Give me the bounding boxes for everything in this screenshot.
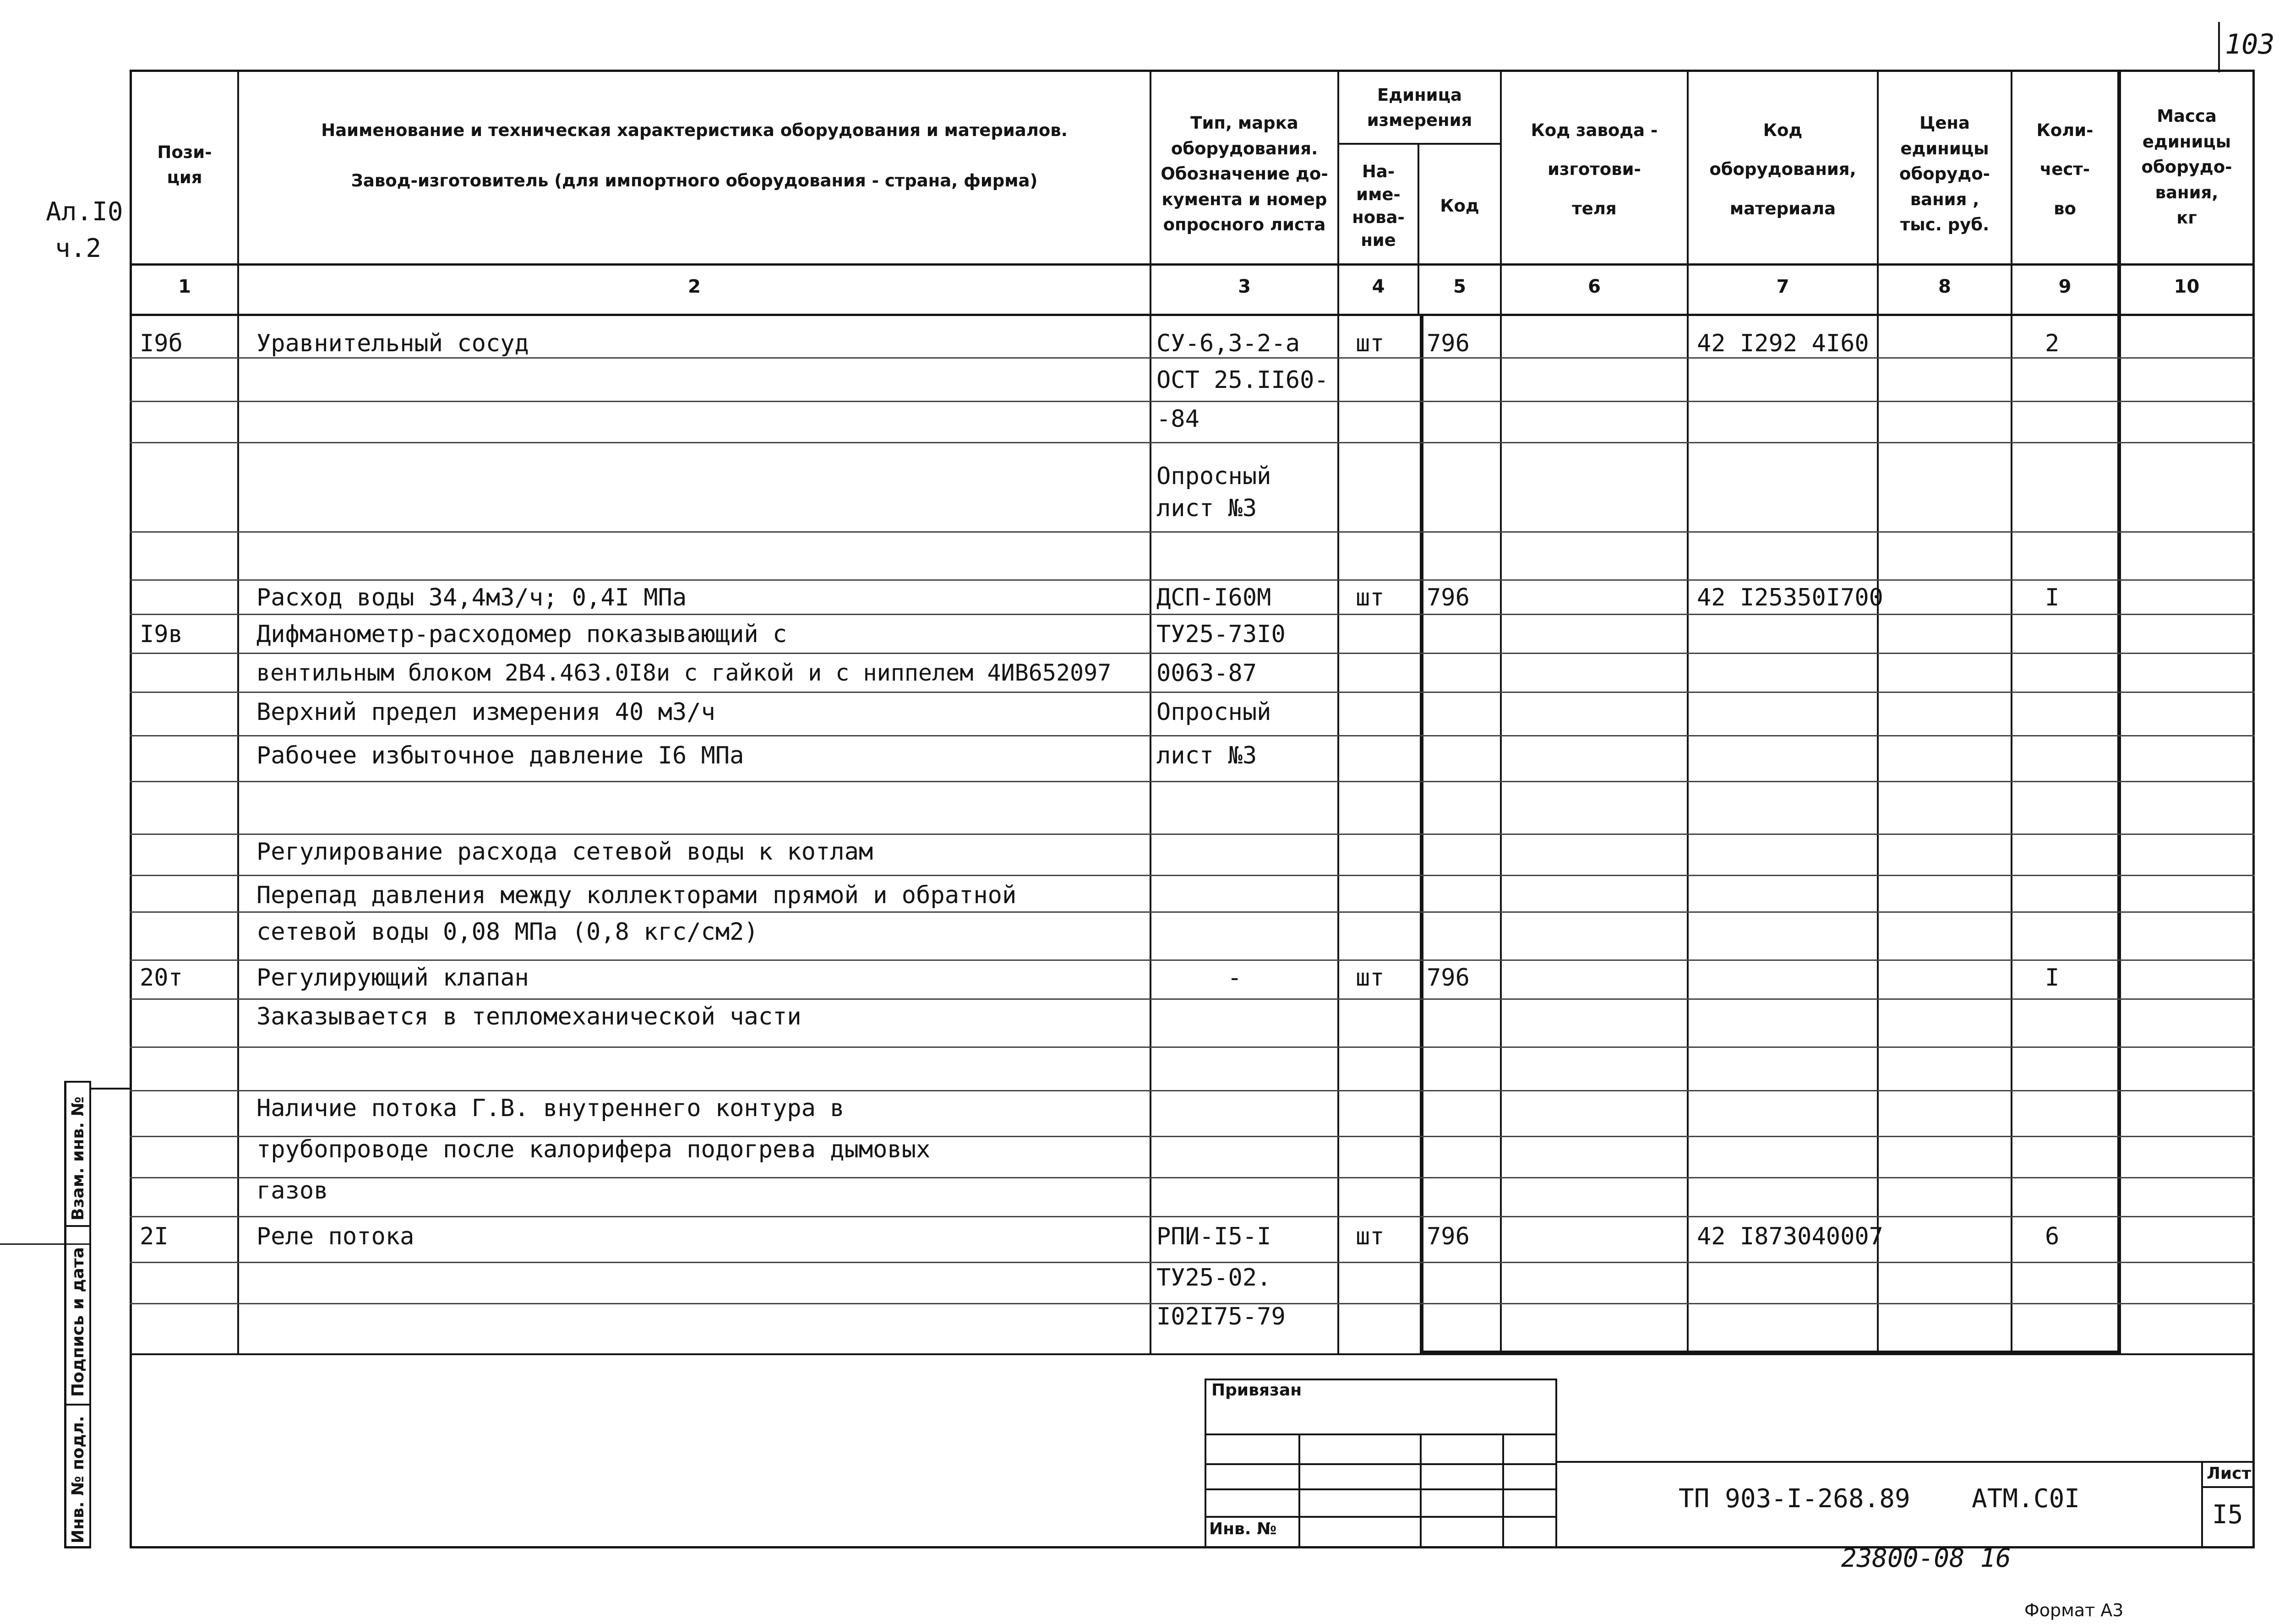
format-label: Формат А3 (2024, 1600, 2124, 1620)
col-num-10: 10 (2174, 276, 2200, 297)
header-name-line2: Завод-изготовитель (для импортного оборудования - страна, фирма) (351, 171, 1038, 191)
col-num-9: 9 (2058, 276, 2072, 297)
row-divider (130, 1177, 2255, 1178)
row-divider (130, 692, 2255, 693)
type-cell: лист №3 (1156, 495, 1257, 522)
position-cell: I9в (140, 621, 183, 648)
header-name-line1: Наименование и техническая характеристика оборудования и материалов. (321, 120, 1068, 141)
unit-cell: шт (1356, 1223, 1385, 1250)
row-divider (130, 531, 2255, 533)
name-cell: Рабочее избыточное давление I6 МПа (256, 742, 744, 769)
row-divider (130, 735, 2255, 736)
row-divider (130, 401, 2255, 402)
unit-code-cell: 796 (1427, 964, 1470, 992)
header-maker-code: Код завода - изготови- теля (1531, 120, 1658, 218)
name-cell: сетевой воды 0,08 МПа (0,8 кгс/см2) (256, 918, 758, 946)
row-divider (130, 579, 2255, 581)
header-unit-price: Цена единицы оборудо- вания , тыс. руб. (1899, 113, 1990, 235)
row-divider (130, 653, 2255, 654)
row-divider (130, 834, 2255, 835)
page-number: 103 (2225, 28, 2275, 60)
type-cell: ТУ25-73I0 (1156, 621, 1286, 648)
header-unit-mass: Масса единицы оборудо- вания, кг (2141, 106, 2232, 228)
col-num-6: 6 (1588, 276, 1601, 297)
type-cell: СУ-6,3-2-а (1156, 330, 1300, 357)
stamp-replaced-inv: Взам. инв. № (69, 1096, 87, 1221)
position-cell: 20т (140, 964, 183, 992)
unit-code-cell: 796 (1427, 1223, 1470, 1250)
row-divider (130, 614, 2255, 615)
type-cell: 0063-87 (1156, 659, 1257, 687)
type-cell: - (1227, 964, 1242, 992)
type-cell: РПИ-I5-I (1156, 1223, 1271, 1250)
header-unit: Единица измерения (1367, 85, 1472, 130)
equipment-code-cell: 42 I292 4I60 (1697, 330, 1869, 357)
part-label: ч.2 (55, 234, 102, 263)
handwritten-number: 23800-08 16 (1841, 1543, 2011, 1573)
name-cell: Заказывается в тепломеханической части (256, 1003, 802, 1030)
bound-label: Привязан (1211, 1381, 1302, 1400)
row-divider (130, 911, 2255, 913)
row-divider (130, 781, 2255, 782)
type-cell: Опросный (1156, 463, 1271, 490)
header-position: Пози- ция (157, 142, 212, 187)
col-num-3: 3 (1238, 276, 1251, 297)
name-cell: Реле потока (256, 1223, 414, 1250)
row-divider (130, 959, 2255, 961)
name-cell: Дифманометр-расходомер показывающий с (256, 621, 787, 648)
type-cell: Опросный (1156, 698, 1271, 726)
header-equipment-code: Код оборудования, материала (1709, 120, 1856, 218)
quantity-cell: I (2045, 584, 2060, 611)
type-cell: I02I75-79 (1156, 1303, 1286, 1330)
type-cell: ТУ25-02. (1156, 1264, 1271, 1292)
equipment-code-cell: 42 I873040007 (1697, 1223, 1883, 1250)
row-divider (130, 1046, 2255, 1048)
header-unit-name: На- име- нова- ние (1352, 162, 1405, 250)
row-divider (130, 1216, 2255, 1217)
page-number-box-left (2218, 22, 2220, 72)
col-num-1: 1 (178, 276, 191, 297)
col-num-4: 4 (1372, 276, 1385, 297)
inv-label: Инв. № (1209, 1520, 1277, 1538)
col-num-5: 5 (1453, 276, 1466, 297)
col-num-7: 7 (1776, 276, 1789, 297)
sheet-label: Лист (2207, 1464, 2252, 1483)
unit-code-cell: 796 (1427, 330, 1470, 357)
name-cell: вентильным блоком 2В4.463.0I8и с гайкой и с ниппелем 4ИВ652097 (256, 659, 1112, 686)
unit-cell: шт (1356, 584, 1385, 611)
quantity-cell: I (2045, 964, 2060, 992)
album-label: Ал.I0 (46, 197, 123, 227)
stamp-signature-date: Подпись и дата (69, 1247, 87, 1397)
header-quantity: Коли- чест- во (2036, 120, 2094, 218)
name-cell: Верхний предел измерения 40 м3/ч (256, 698, 715, 726)
stamp-original-inv: Инв. № подл. (69, 1416, 87, 1543)
row-divider (130, 442, 2255, 443)
name-cell: Регулирование расхода сетевой воды к котлам (256, 838, 873, 866)
name-cell: трубопроводе после калорифера подогрева дымовых (256, 1136, 931, 1163)
sheet-number: I5 (2212, 1500, 2243, 1530)
name-cell: газов (256, 1177, 328, 1204)
row-divider (130, 1262, 2255, 1263)
doc-mark: АТМ.С0I (1972, 1484, 2080, 1514)
equipment-code-cell: 42 I25350I700 (1697, 584, 1883, 611)
position-cell: I9б (140, 330, 183, 357)
header-unit-code: Код (1440, 196, 1479, 216)
header-type: Тип, марка оборудования. Обозначение до- кумента и номер опросного листа (1161, 113, 1328, 235)
name-cell: Перепад давления между коллекторами прямой и обратной (256, 882, 1017, 909)
doc-code: ТП 903-I-268.89 (1679, 1484, 1910, 1514)
row-divider (130, 1090, 2255, 1091)
col-num-2: 2 (688, 276, 701, 297)
type-cell: ДСП-I60М (1156, 584, 1271, 611)
row-divider (130, 998, 2255, 1000)
unit-cell: шт (1356, 964, 1385, 992)
col-num-8: 8 (1938, 276, 1951, 297)
unit-cell: шт (1356, 330, 1385, 357)
unit-code-cell: 796 (1427, 584, 1470, 611)
type-cell: -84 (1156, 405, 1200, 433)
type-cell: ОСТ 25.II60- (1156, 366, 1329, 394)
name-cell: Уравнительный сосуд (256, 330, 529, 357)
type-cell: лист №3 (1156, 742, 1257, 769)
row-divider (130, 875, 2255, 876)
row-divider (130, 357, 2255, 359)
quantity-cell: 2 (2045, 330, 2060, 357)
quantity-cell: 6 (2045, 1223, 2060, 1250)
name-cell: Регулирующий клапан (256, 964, 529, 992)
name-cell: Наличие потока Г.В. внутреннего контура в (256, 1095, 845, 1122)
name-cell: Расход воды 34,4м3/ч; 0,4I МПа (256, 584, 687, 611)
position-cell: 2I (140, 1223, 169, 1250)
